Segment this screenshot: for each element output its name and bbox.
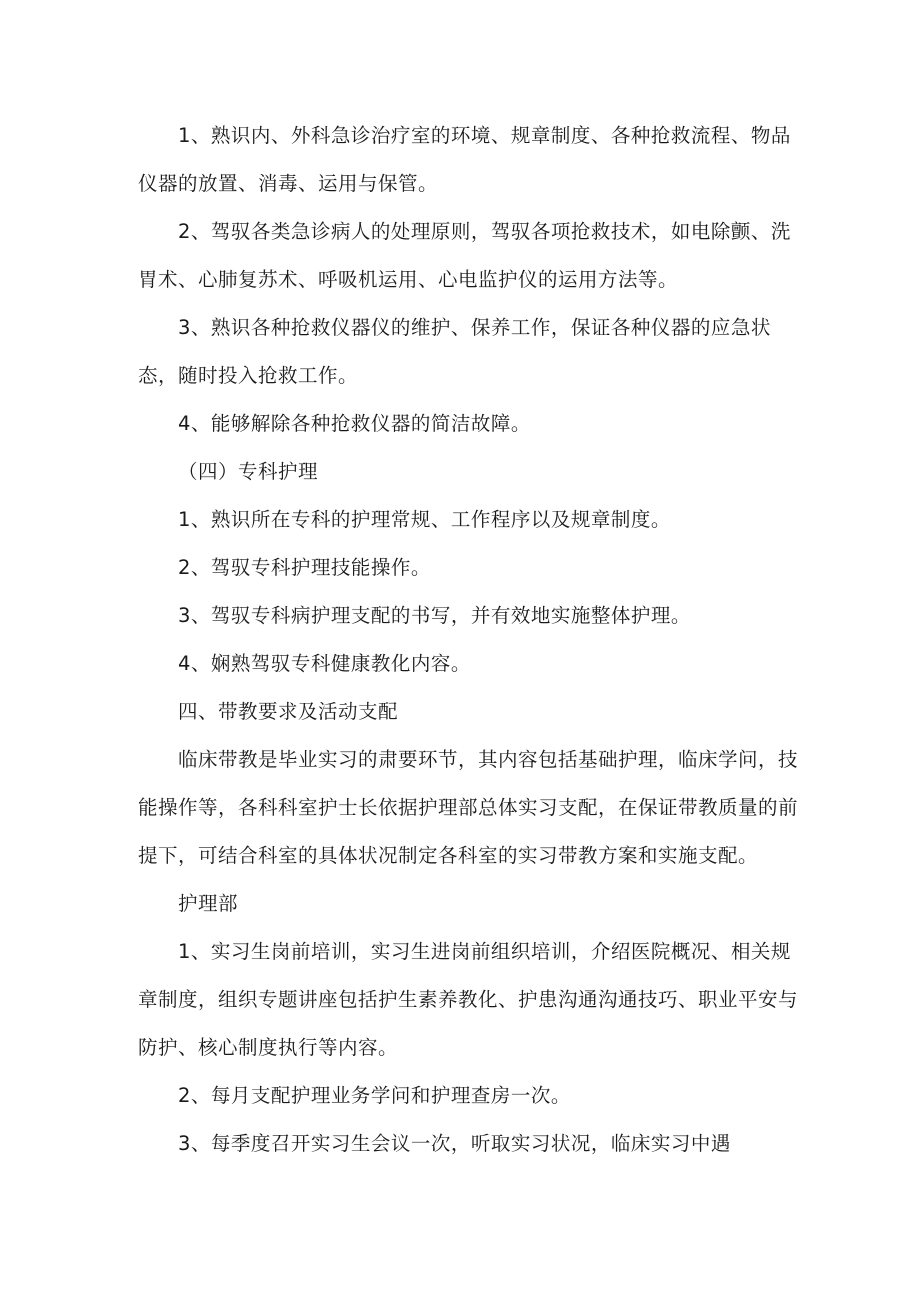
paragraph-8: 4、娴熟驾驭专科健康教化内容。 (178, 652, 471, 675)
section-heading-teaching-requirements: 四、带教要求及活动支配 (178, 700, 399, 723)
paragraph-11: 2、每月支配护理业务学问和护理查房一次。 (178, 1084, 571, 1107)
paragraph-1: 1、熟识内、外科急诊治疗室的环境、规章制度、各种抢救流程、物品仪器的放置、消毒、运用与保管。 (138, 124, 791, 195)
paragraph-2: 2、驾驭各类急诊病人的处理原则，驾驭各项抢救技术，如电除颤、洗胃术、心肺复苏术、呼吸机运用、心电监护仪的运用方法等。 (138, 220, 791, 291)
paragraph-5: 1、熟识所在专科的护理常规、工作程序以及规章制度。 (178, 508, 671, 531)
paragraph-9: 临床带教是毕业实习的肃要环节，其内容包括基础护理，临床学问，技能操作等，各科科室护士长依据护理部总体实习支配，在保证带教质量的前提下，可结合科室的具体状况制定各科室的实习带教方案和实施支配。 (138, 748, 799, 867)
paragraph-3: 3、熟识各种抢救仪器仪的维护、保养工作，保证各种仪器的应急状态，随时投入抢救工作。 (138, 316, 771, 387)
paragraph-7: 3、驾驭专科病护理支配的书写，并有效地实施整体护理。 (178, 604, 691, 627)
paragraph-12: 3、每季度召开实习生会议一次，听取实习状况，临床实习中遇 (178, 1132, 731, 1155)
section-heading-specialty-nursing: （四）专科护理 (178, 460, 319, 483)
paragraph-4: 4、能够解除各种抢救仪器的简洁故障。 (178, 412, 531, 435)
paragraph-10: 1、实习生岗前培训，实习生进岗前组织培训，介绍医院概况、相关规章制度，组织专题讲座包括护生素养教化、护患沟通沟通技巧、职业平安与防护、核心制度执行等内容。 (138, 940, 799, 1059)
section-heading-nursing-dept: 护理部 (178, 892, 239, 915)
paragraph-6: 2、驾驭专科护理技能操作。 (178, 556, 431, 579)
